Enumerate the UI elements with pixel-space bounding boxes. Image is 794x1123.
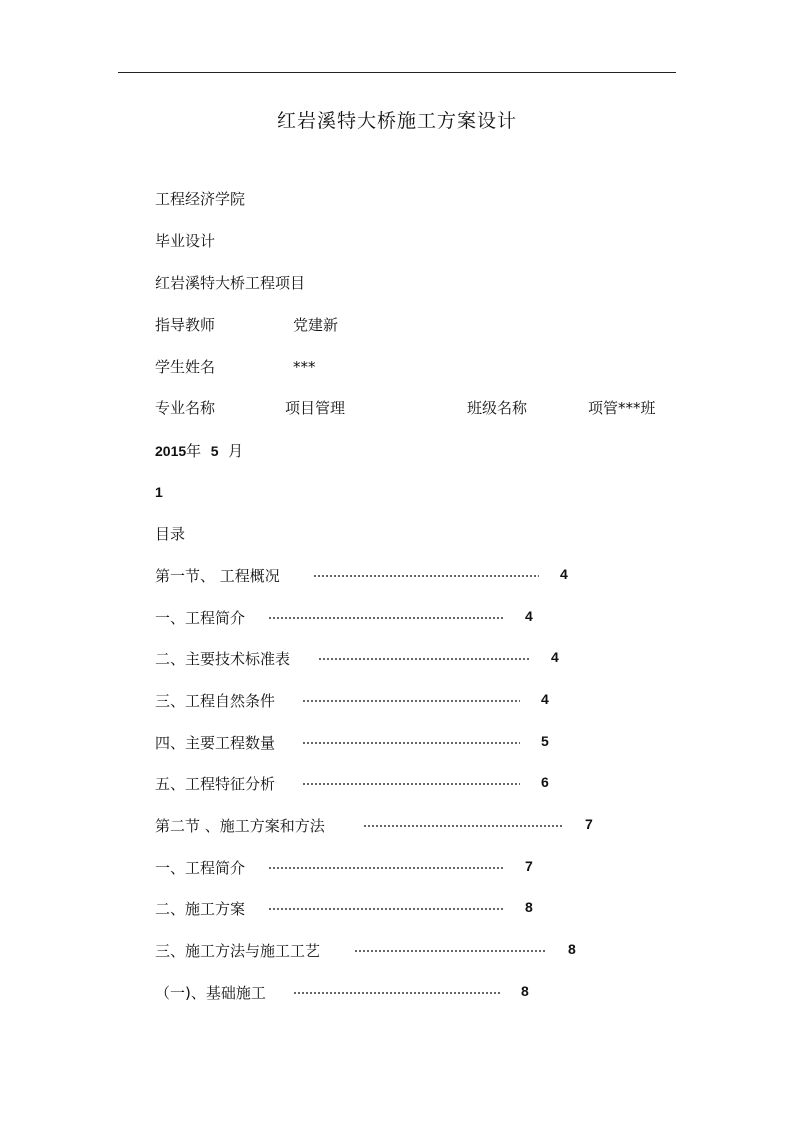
toc-entry-page: 4 <box>525 608 533 624</box>
toc-entry-text: 五、工程特征分析 <box>155 775 276 793</box>
toc-entry-page: 7 <box>525 858 533 874</box>
toc-entry-text: （一)、基础施工 <box>155 984 266 1002</box>
header-rule <box>118 72 676 73</box>
doc-type-line <box>155 230 215 251</box>
toc-entry-page: 4 <box>541 691 549 707</box>
toc-leader-dots <box>268 906 504 912</box>
college-line <box>155 188 245 209</box>
toc-leader-dots <box>363 823 563 829</box>
toc-entry-text: 三、工程自然条件 <box>155 692 276 710</box>
advisor-name: 党建新 <box>293 316 339 334</box>
page-number-line <box>155 483 163 501</box>
student-name: *** <box>293 358 316 376</box>
toc-entry-page: 4 <box>560 566 568 582</box>
class-value: 项管***班 <box>588 399 656 417</box>
toc-entry-text: 二、主要技术标准表 <box>155 650 291 668</box>
college-name: 工程经济学院 <box>155 190 246 208</box>
page-number: 1 <box>155 484 163 500</box>
major-label: 专业名称 <box>155 399 216 417</box>
toc-entry-page: 6 <box>541 774 549 790</box>
project-line <box>155 272 305 293</box>
toc-leader-dots <box>268 865 504 871</box>
student-label: 学生姓名 <box>155 358 216 376</box>
toc-leader-dots <box>354 948 546 954</box>
toc-entry-text: 第二节 、施工方案和方法 <box>155 817 325 835</box>
toc-entry-text: 一、工程简介 <box>155 859 246 877</box>
project-name: 红岩溪特大桥工程项目 <box>155 274 306 292</box>
date-year-unit: 年 <box>186 442 202 460</box>
toc-entry-page: 8 <box>525 899 533 915</box>
date-month: 5 <box>210 443 219 459</box>
toc-entry-text: 第一节、 工程概况 <box>155 567 280 585</box>
toc-leader-dots <box>268 615 504 621</box>
toc-entry-page: 5 <box>541 733 549 749</box>
advisor-line <box>155 314 338 335</box>
toc-heading: 目录 <box>155 525 186 543</box>
toc-entry-text: 二、施工方案 <box>155 900 246 918</box>
toc-entry-page: 4 <box>551 649 559 665</box>
student-line <box>155 356 316 377</box>
toc-entry-text: 一、工程简介 <box>155 609 246 627</box>
toc-entry-page: 7 <box>585 816 593 832</box>
toc-heading-line <box>155 523 185 544</box>
document-type: 毕业设计 <box>155 232 216 250</box>
document-title: 红岩溪特大桥施工方案设计 <box>276 110 517 132</box>
date-year: 2015 <box>155 443 187 459</box>
advisor-label: 指导教师 <box>155 316 216 334</box>
toc-entry-page: 8 <box>521 983 529 999</box>
toc-entry-page: 8 <box>568 941 576 957</box>
toc-entry-text: 四、主要工程数量 <box>155 734 276 752</box>
date-month-unit: 月 <box>228 442 244 460</box>
toc-leader-dots <box>302 698 520 704</box>
toc-leader-dots <box>293 990 501 996</box>
major-value: 项目管理 <box>285 399 346 417</box>
class-label: 班级名称 <box>467 399 528 417</box>
toc-entry-text: 三、施工方法与施工工艺 <box>155 942 321 960</box>
date-line <box>155 440 243 461</box>
major-class-line <box>155 397 675 418</box>
toc-leader-dots <box>302 781 520 787</box>
toc-leader-dots <box>318 656 530 662</box>
toc-leader-dots <box>302 740 520 746</box>
toc-leader-dots <box>313 573 539 579</box>
